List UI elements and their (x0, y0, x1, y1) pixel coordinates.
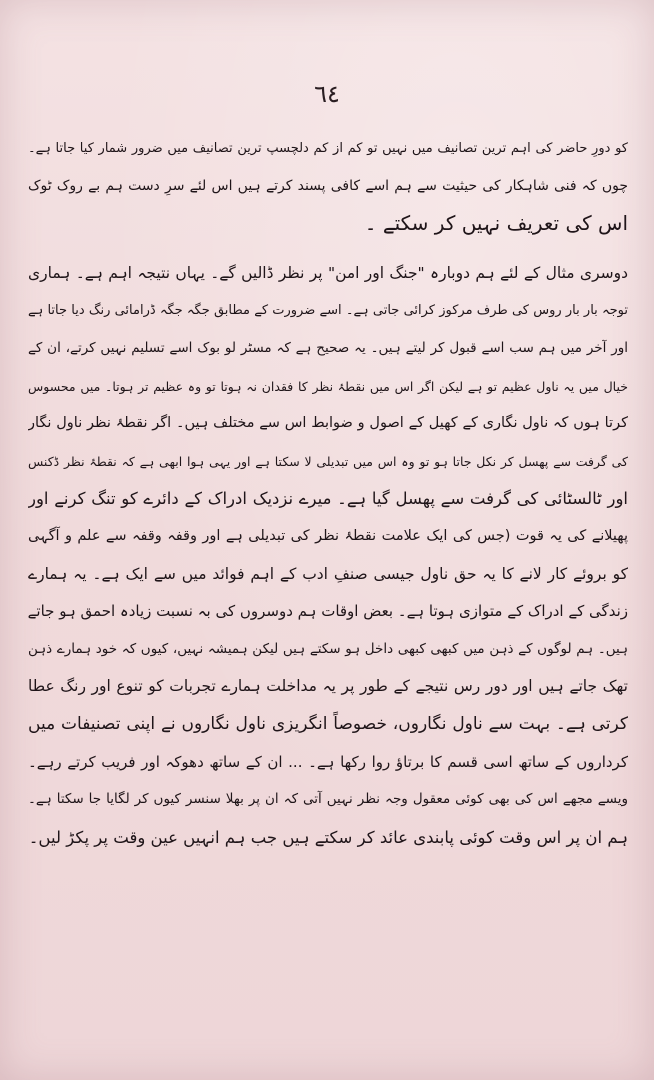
text-line: توجہ بار بار روس کی طرف مرکوز کرائی جاتی ہے۔ اسے ضرورت کے مطابق جگہ جگہ ڈرامائی رنگ دیا جاتا ہے (28, 303, 628, 319)
text-line: کرتا ہوں کہ ناول نگاری کے کھیل کے اصول و ضوابط اس سے مختلف ہیں۔ اگر نقطۂ نظر ناول نگار (28, 415, 628, 432)
text-line: تھک جاتے ہیں اور دور رس نتیجے کے طور پر یہ مداخلت ہمارے تجربات کو تنوع اور رنگ عطا (28, 677, 628, 696)
text-line: کرداروں کے ساتھ اسی قسم کا برتاؤ روا رکھا ہے۔ ... ان کے ساتھ دھوکہ اور فریب کرتے رہے۔ (28, 752, 628, 771)
paragraph-1 (28, 130, 628, 243)
text-line: ہیں۔ ہم لوگوں کے ذہن میں کبھی کبھی داخل ہو سکتے ہیں لیکن ہمیشہ نہیں، کیوں کہ خود ہمارے ذہن (28, 640, 628, 657)
text-line: زندگی کے ادراک کے متوازی ہوتا ہے۔ بعض اوقات ہم دوسروں کی بہ نسبت زیادہ احمق ہو جاتے (28, 602, 628, 621)
page-body-text (28, 130, 628, 856)
page-number: ٦٤ (314, 80, 340, 108)
text-line: اور ٹالسٹائی کی گرفت سے پھسل گیا ہے۔ میرے نزدیک ادراک کے دائرے کو تنگ کرنے اور (28, 489, 628, 509)
text-line: کو دورِ حاضر کی اہم ترین تصانیف میں نہیں تو کم از کم دلچسپ ترین تصانیف میں ضرور شمار کیا جاتا ہے۔ (28, 141, 628, 156)
text-line: اور آخر میں ہم سب اسے قبول کر لیتے ہیں۔ یہ صحیح ہے کہ مسٹر لو بوک اسے تسلیم نہیں کرتے، ان کے (28, 339, 628, 356)
text-line: دوسری مثال کے لئے ہم دوبارہ "جنگ اور امن" پر نظر ڈالیں گے۔ یہاں نتیجہ اہم ہے۔ ہماری (28, 263, 628, 282)
text-line: اس کی تعریف نہیں کر سکتے ۔ (364, 211, 628, 236)
paragraph-2 (28, 255, 628, 857)
text-line: کی گرفت سے پھسل کر نکل جاتا ہو تو وہ اس میں تبدیلی لا سکتا ہے اور یہی ہوا ابھی ہے کہ نقطۂ نظر ڈکنس (28, 453, 628, 469)
text-line: ویسے مجھے اس کی بھی کوئی معقول وجہ نظر نہیں آتی کہ ان پر بھلا سنسر کیوں کر لگایا جا سکتا ہے۔ (28, 791, 628, 808)
text-line: کرتی ہے۔ بہت سے ناول نگاروں، خصوصاً انگریزی ناول نگاروں نے اپنی تصنیفات میں (28, 713, 628, 734)
text-line: پھیلانے کی یہ قوت (جس کی ایک علامت نقطۂ نظر کی تبدیلی ہے اور وقفہ وقفہ سے علم و آگہی (28, 527, 628, 544)
text-line: ہم ان پر اس وقت کوئی پابندی عائد کر سکتے ہیں جب ہم انہیں عین وقت پر پکڑ لیں۔ (28, 827, 628, 847)
text-line: کو بروئے کار لانے کا یہ حق ناول جیسی صنفِ ادب کے اہم فوائد میں سے ایک ہے۔ یہ ہمارے (28, 564, 628, 583)
text-line: خیال میں یہ ناول عظیم تو ہے لیکن اگر اس میں نقطۂ نظر کا فقدان نہ ہوتا تو وہ عظیم تر ہوتا۔ میں محسوس (28, 378, 628, 394)
text-line: چوں کہ فنی شاہکار کی حیثیت سے ہم اسے کافی پسند کرتے ہیں اس لئے سرِ دست ہم بے روک ٹوک (28, 177, 628, 194)
paragraph-gap (28, 243, 628, 255)
